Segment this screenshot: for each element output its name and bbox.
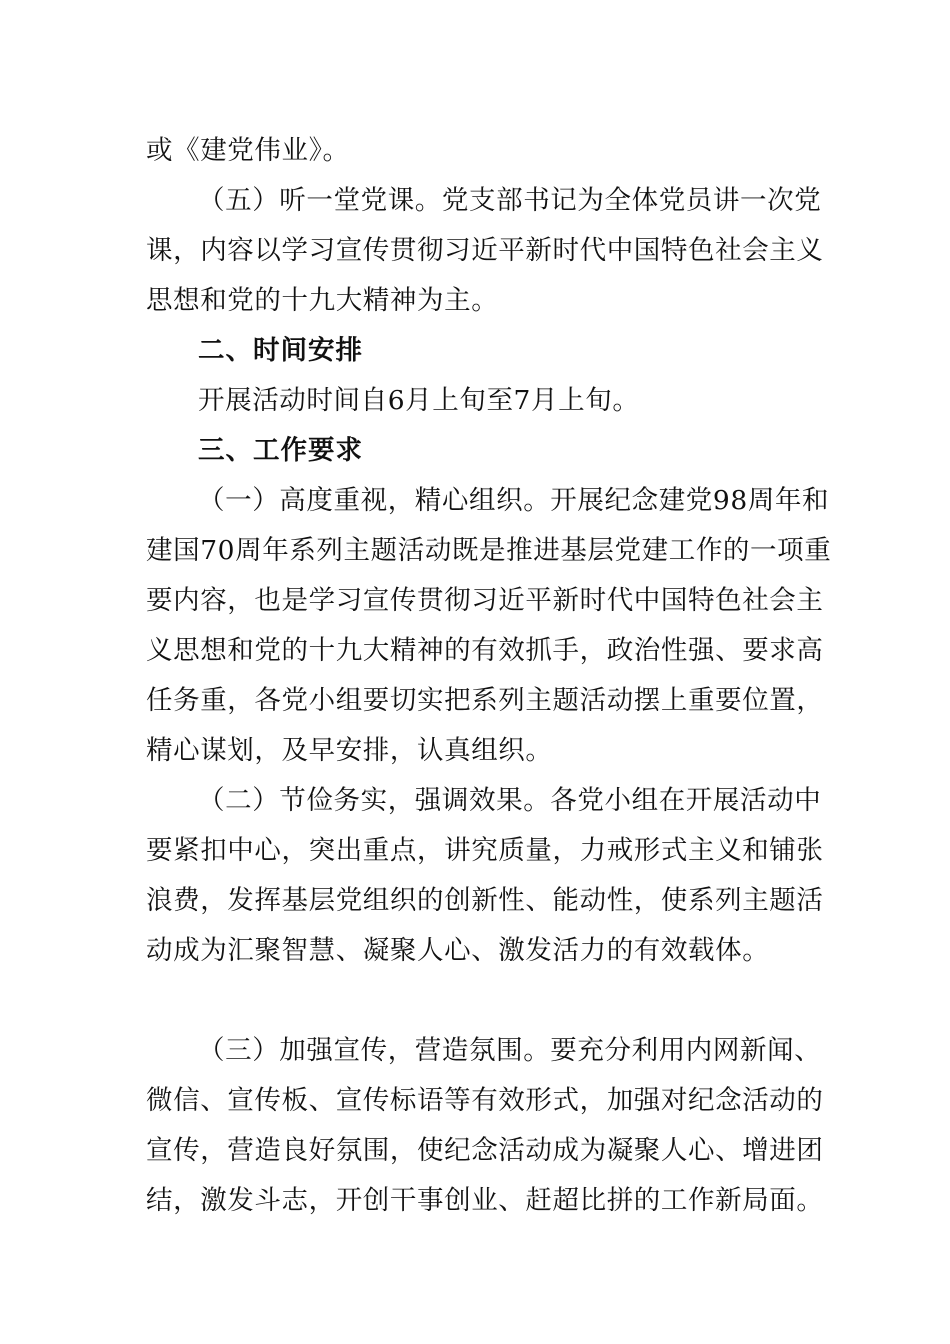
paragraph-line: 微信、宣传板、宣传标语等有效形式，加强对纪念活动的: [146, 1085, 824, 1116]
paragraph-line: 结，激发斗志，开创干事创业、赶超比拼的工作新局面。: [146, 1185, 824, 1216]
paragraph-line: （一）高度重视，精心组织。开展纪念建党98周年和: [198, 485, 830, 516]
paragraph-line: 要内容，也是学习宣传贯彻习近平新时代中国特色社会主: [146, 585, 824, 616]
paragraph-line: 动成为汇聚智慧、凝聚人心、激发活力的有效载体。: [146, 935, 770, 966]
paragraph-line: 或《建党伟业》。: [146, 135, 350, 166]
paragraph-line: 任务重，各党小组要切实把系列主题活动摆上重要位置，: [146, 685, 824, 716]
paragraph-line: 要紧扣中心，突出重点，讲究质量，力戒形式主义和铺张: [146, 835, 824, 866]
paragraph-line: 思想和党的十九大精神为主。: [146, 285, 499, 316]
paragraph-line: 建国70周年系列主题活动既是推进基层党建工作的一项重: [146, 535, 832, 566]
paragraph-line: 义思想和党的十九大精神的有效抓手，政治性强、要求高: [146, 635, 824, 666]
paragraph-line: （五）听一堂党课。党支部书记为全体党员讲一次党: [198, 185, 822, 216]
paragraph-line: （二）节俭务实，强调效果。各党小组在开展活动中: [198, 785, 822, 816]
section-heading-requirements: 三、工作要求: [198, 435, 363, 466]
section-heading-schedule: 二、时间安排: [198, 335, 363, 366]
paragraph-line: 课，内容以学习宣传贯彻习近平新时代中国特色社会主义: [146, 235, 824, 266]
paragraph-line: （三）加强宣传，营造氛围。要充分利用内网新闻、: [198, 1035, 822, 1066]
paragraph-line: 开展活动时间自6月上旬至7月上旬。: [198, 385, 640, 416]
paragraph-line: 浪费，发挥基层党组织的创新性、能动性，使系列主题活: [146, 885, 824, 916]
paragraph-line: 精心谋划，及早安排，认真组织。: [146, 735, 553, 766]
paragraph-line: 宣传，营造良好氛围，使纪念活动成为凝聚人心、增进团: [146, 1135, 824, 1166]
